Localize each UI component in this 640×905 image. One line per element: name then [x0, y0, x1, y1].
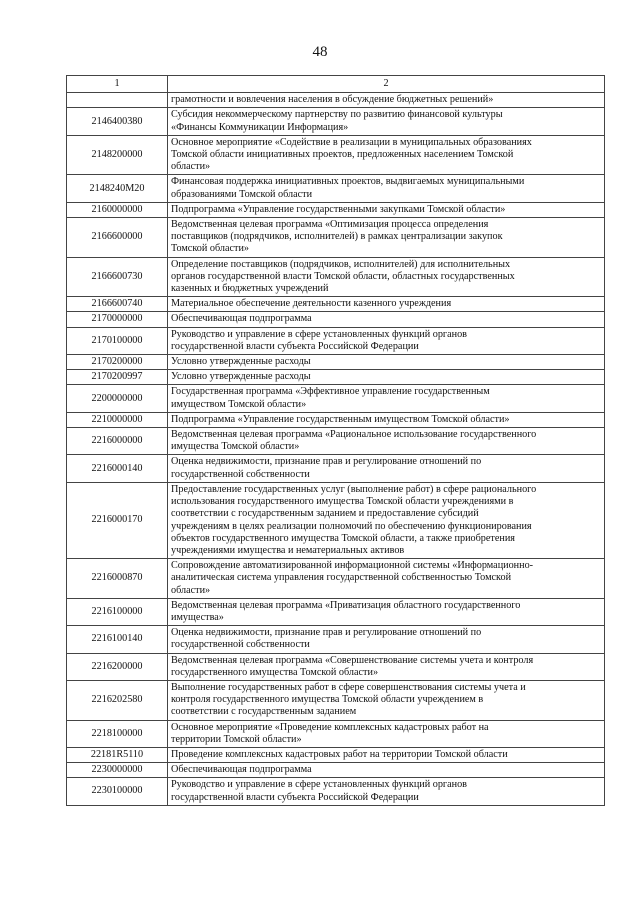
table-row: [67, 559, 605, 599]
row-code: 2170100000: [67, 327, 168, 354]
description-line: государственной собственности: [171, 639, 310, 651]
table-row: [67, 482, 605, 558]
description-line: имущества Томской области»: [171, 441, 300, 453]
description-line: Проведение комплексных кадастровых работ на территории Томской области: [171, 748, 508, 760]
row-description: [168, 202, 605, 217]
row-code: 2200000000: [67, 385, 168, 412]
description-line: Томской области»: [171, 243, 249, 255]
budget-classification-table: [66, 75, 605, 806]
table-row: [67, 175, 605, 202]
row-description: [168, 626, 605, 653]
description-line: государственного имущества Томской области»: [171, 666, 379, 678]
row-code: 2216100140: [67, 626, 168, 653]
table-row: [67, 385, 605, 412]
description-line: использования государственного имущества Томской области учреждениями в: [171, 496, 514, 508]
description-line: Оценка недвижимости, признание прав и регулирование отношений по: [171, 627, 482, 639]
description-line: Подпрограмма «Управление государственным имуществом Томской области»: [171, 413, 510, 425]
description-line: Определение поставщиков (подрядчиков, исполнителей) для исполнительных: [171, 258, 511, 270]
description-line: Томской области инициативных проектов, предложенных населением Томской: [171, 149, 514, 161]
row-code: 2166600730: [67, 257, 168, 297]
row-code: 2170200000: [67, 355, 168, 370]
row-description: [168, 385, 605, 412]
description-line: органов государственной власти Томской области, областных государственных: [171, 270, 515, 282]
table-row: [67, 720, 605, 747]
row-description: [168, 720, 605, 747]
description-line: Условно утвержденные расходы: [171, 356, 311, 368]
table-row: [67, 598, 605, 625]
description-line: образованиями Томской области: [171, 188, 313, 200]
row-code: 2218100000: [67, 720, 168, 747]
description-line: имущества»: [171, 611, 224, 623]
row-description: [168, 778, 605, 805]
row-description: [168, 93, 605, 108]
table-row: [67, 412, 605, 427]
row-description: [168, 559, 605, 599]
table-row: [67, 202, 605, 217]
table-row: [67, 297, 605, 312]
column-header-description: 2: [168, 76, 605, 93]
description-line: области»: [171, 161, 211, 173]
row-description: [168, 747, 605, 762]
description-line: Материальное обеспечение деятельности казенного учреждения: [171, 298, 452, 310]
description-line: государственной власти субъекта Российской Федерации: [171, 791, 419, 803]
row-description: [168, 653, 605, 680]
row-code: 2170000000: [67, 312, 168, 327]
table-row: [67, 626, 605, 653]
row-description: [168, 680, 605, 720]
table-row: [67, 653, 605, 680]
description-line: имуществом Томской области»: [171, 398, 307, 410]
row-code: [67, 93, 168, 108]
table-row: [67, 257, 605, 297]
table-row: [67, 355, 605, 370]
description-line: Основное мероприятие «Проведение комплексных кадастровых работ на: [171, 721, 489, 733]
table-row: [67, 763, 605, 778]
row-description: [168, 763, 605, 778]
table-row: [67, 135, 605, 175]
description-line: Обеспечивающая подпрограмма: [171, 764, 312, 776]
column-header-code: 1: [67, 76, 168, 93]
description-line: Обеспечивающая подпрограмма: [171, 313, 312, 325]
description-line: поставщиков (подрядчиков, исполнителей) в рамках централизации закупок: [171, 231, 503, 243]
row-description: [168, 135, 605, 175]
table-row: [67, 680, 605, 720]
description-line: Выполнение государственных работ в сфере совершенствования системы учета и: [171, 681, 526, 693]
row-description: [168, 370, 605, 385]
description-line: Субсидия некоммерческому партнерству по развитию финансовой культуры: [171, 109, 503, 121]
description-line: территории Томской области»: [171, 733, 302, 745]
description-line: учреждениями имущества и нематериальных активов: [171, 544, 405, 556]
row-code: 2216202580: [67, 680, 168, 720]
row-code: 2216000170: [67, 482, 168, 558]
row-code: 2170200997: [67, 370, 168, 385]
row-code: 2216100000: [67, 598, 168, 625]
description-line: соответствии с государственным заданием: [171, 706, 357, 718]
row-code: 2230000000: [67, 763, 168, 778]
description-line: области»: [171, 584, 211, 596]
row-description: [168, 218, 605, 258]
row-description: [168, 175, 605, 202]
row-description: [168, 312, 605, 327]
row-description: [168, 355, 605, 370]
table-row: [67, 108, 605, 135]
row-description: [168, 412, 605, 427]
page-number: 48: [312, 44, 328, 60]
table-row: [67, 312, 605, 327]
row-description: [168, 598, 605, 625]
row-code: 2148240M20: [67, 175, 168, 202]
description-line: казенных и бюджетных учреждений: [171, 283, 329, 295]
description-line: Основное мероприятие «Содействие в реализации в муниципальных образованиях: [171, 136, 532, 148]
description-line: соответствии с государственным заданием и предоставление субсидий: [171, 508, 479, 520]
row-description: [168, 257, 605, 297]
row-description: [168, 455, 605, 482]
description-line: Условно утвержденные расходы: [171, 371, 311, 383]
row-code: 2166600740: [67, 297, 168, 312]
table-row: [67, 455, 605, 482]
row-code: 2216000870: [67, 559, 168, 599]
description-line: Государственная программа «Эффективное управление государственным: [171, 386, 490, 398]
description-line: Ведомственная целевая программа «Рациональное использование государственного: [171, 429, 537, 441]
table-row: [67, 778, 605, 805]
table-row: [67, 327, 605, 354]
table-row: [67, 747, 605, 762]
row-code: 2166600000: [67, 218, 168, 258]
row-description: [168, 428, 605, 455]
description-line: Сопровождение автоматизированной информационной системы «Информационно-: [171, 560, 534, 572]
description-line: Предоставление государственных услуг (выполнение работ) в сфере рационального: [171, 483, 537, 495]
row-description: [168, 482, 605, 558]
row-description: [168, 108, 605, 135]
description-line: учреждениям в целях реализации полномочий по обеспечению функционирования: [171, 520, 532, 532]
row-code: 2210000000: [67, 412, 168, 427]
table-row: [67, 370, 605, 385]
table-header-row: [67, 76, 605, 93]
row-code: 2216000140: [67, 455, 168, 482]
description-line: Руководство и управление в сфере установленных функций органов: [171, 328, 467, 340]
row-description: [168, 297, 605, 312]
description-line: Ведомственная целевая программа «Оптимизация процесса определения: [171, 219, 489, 231]
description-line: государственной власти субъекта Российской Федерации: [171, 340, 419, 352]
description-line: Ведомственная целевая программа «Совершенствование системы учета и контроля: [171, 654, 534, 666]
description-line: Ведомственная целевая программа «Приватизация областного государственного: [171, 599, 521, 611]
row-code: 2160000000: [67, 202, 168, 217]
description-line: государственной собственности: [171, 468, 310, 480]
description-line: Финансовая поддержка инициативных проектов, выдвигаемых муниципальными: [171, 176, 525, 188]
description-line: Оценка недвижимости, признание прав и регулирование отношений по: [171, 456, 482, 468]
row-code: 2216200000: [67, 653, 168, 680]
description-line: Руководство и управление в сфере установленных функций органов: [171, 779, 467, 791]
description-line: контроля государственного имущества Томской области учреждением в: [171, 694, 484, 706]
table-body: [67, 93, 605, 806]
description-line: аналитическая система управления государственной собственностью Томской: [171, 572, 512, 584]
description-line: грамотности и вовлечения населения в обсуждение бюджетных решений»: [171, 94, 494, 106]
description-line: «Финансы Коммуникации Информация»: [171, 121, 349, 133]
table-row: [67, 93, 605, 108]
row-code: 2230100000: [67, 778, 168, 805]
description-line: Подпрограмма «Управление государственными закупками Томской области»: [171, 203, 506, 215]
table-row: [67, 218, 605, 258]
row-code: 2148200000: [67, 135, 168, 175]
row-code: 22181R5110: [67, 747, 168, 762]
table-row: [67, 428, 605, 455]
description-line: объектов государственного имущества Томской области, а также приобретения: [171, 532, 515, 544]
row-code: 2216000000: [67, 428, 168, 455]
row-code: 2146400380: [67, 108, 168, 135]
row-description: [168, 327, 605, 354]
